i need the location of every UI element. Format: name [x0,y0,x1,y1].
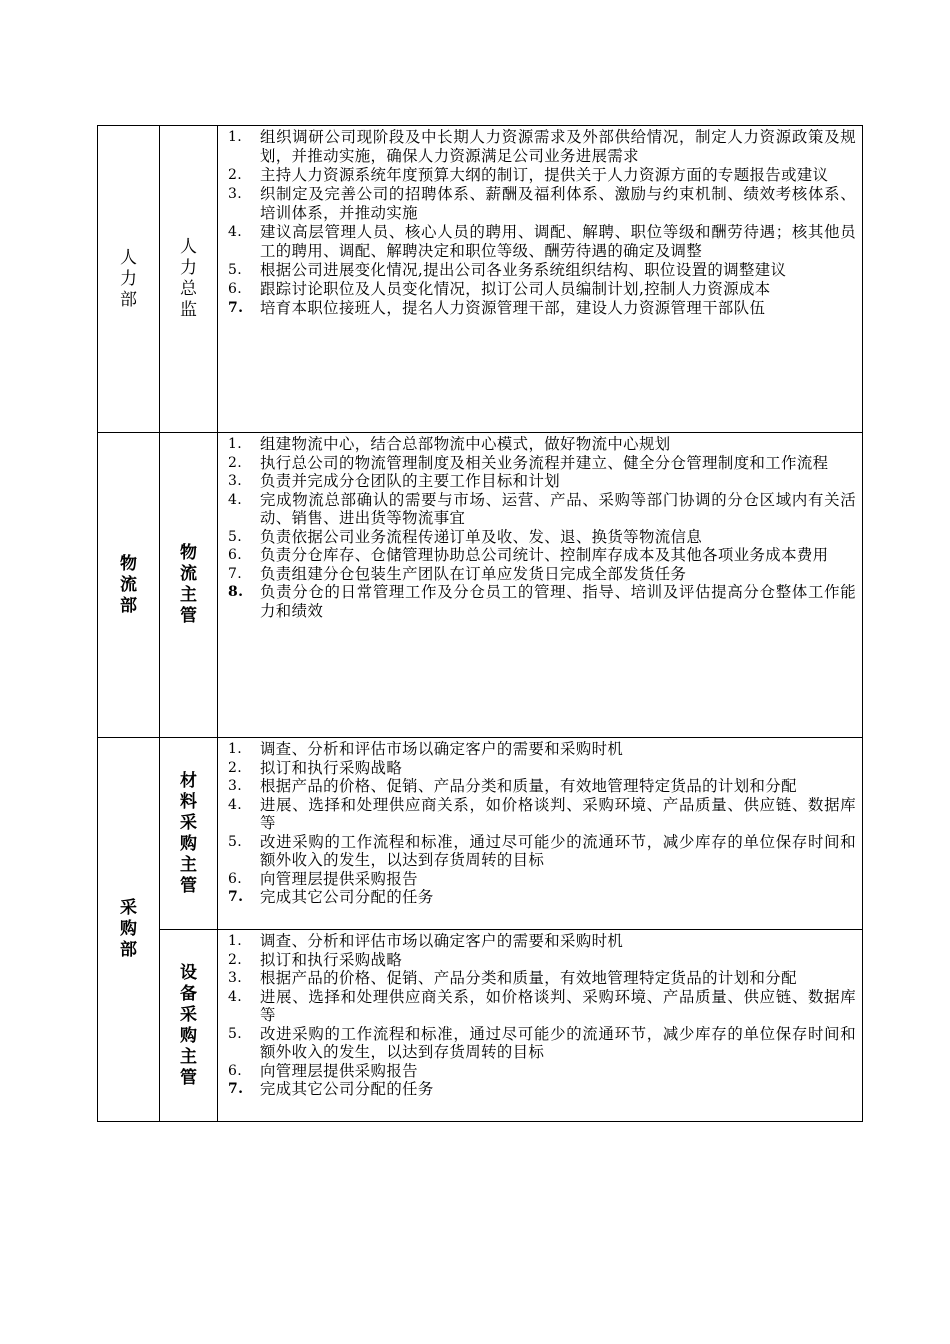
item-number: 6. [228,281,243,297]
item-text: 建议高层管理人员、核心人员的聘用、调配、解聘、职位等级和酬劳待遇；核其他员工的聘用、调配、解聘决定和职位等级、酬劳待遇的确定及调整 [260,223,856,260]
item-text: 进展、选择和处理供应商关系，如价格谈判、采购环境、产品质量、供应链、数据库等 [260,795,856,832]
item-text: 完成其它公司分配的任务 [260,1080,434,1098]
list-item [218,565,856,584]
department-label: 物流部 [120,553,137,616]
list-item [218,223,856,261]
item-text: 调查、分析和评估市场以确定客户的需要和采购时机 [260,740,624,758]
role-label: 设备采购主管 [180,962,197,1088]
list-item [218,299,856,318]
item-text: 拟订和执行采购战略 [260,950,403,969]
item-number: 7. [228,889,244,905]
item-number: 7. [228,300,244,316]
list-item [218,740,856,759]
list-item [218,833,856,870]
item-text: 负责分仓的日常管理工作及分仓员工的管理、指导、培训及评估提高分仓整体工作能力和绩效 [260,583,856,620]
item-number: 8. [228,584,244,600]
item-number: 3. [228,778,243,794]
duties-cell [218,126,863,433]
item-text: 组建物流中心，结合总部物流中心模式，做好物流中心规划 [260,435,671,453]
item-text: 完成其它公司分配的任务 [260,888,434,906]
department-cell [98,433,160,738]
item-number: 1. [228,129,243,145]
list-item [218,777,856,796]
list-item [218,280,856,299]
responsibilities-table [97,125,863,1122]
department-cell [98,126,160,433]
item-text: 培育本职位接班人，提名人力资源管理干部，建设人力资源管理干部队伍 [260,299,766,317]
item-text: 跟踪讨论职位及人员变化情况，拟订公司人员编制计划,控制人力资源成本 [260,280,771,298]
item-number: 6. [228,1062,243,1079]
duties-cell [218,738,863,930]
item-text: 改进采购的工作流程和标准，通过尽可能少的流通环节，减少库存的单位保存时间和额外收入的发生，以达到存货周转的目标 [260,1024,856,1061]
item-number: 4. [228,988,243,1005]
list-item [218,888,856,907]
item-number: 2. [228,951,243,968]
item-number: 5. [228,833,243,850]
duty-list [218,126,862,320]
item-text: 进展、选择和处理供应商关系，如价格谈判、采购环境、产品质量、供应链、数据库等 [260,987,856,1024]
item-text: 根据公司进展变化情况,提出公司各业务系统组织结构、职位设置的调整建议 [260,261,787,279]
table-row [98,930,863,1122]
item-text: 完成物流总部确认的需要与市场、运营、产品、采购等部门协调的分仓区域内有关活动、销售、进出货等物流事宜 [260,490,856,527]
list-item [218,185,856,223]
role-cell [160,930,218,1122]
item-number: 3. [228,186,243,202]
item-text: 负责依据公司业务流程传递订单及收、发、退、换货等物流信息 [260,527,703,546]
item-text: 调查、分析和评估市场以确定客户的需要和采购时机 [260,932,624,950]
list-item [218,128,856,166]
item-text: 向管理层提供采购报告 [260,1061,418,1080]
list-item [218,951,856,970]
item-text: 改进采购的工作流程和标准，通过尽可能少的流通环节，减少库存的单位保存时间和额外收入的发生，以达到存货周转的目标 [260,832,856,869]
list-item [218,1062,856,1081]
list-item [218,166,856,185]
list-item [218,932,856,951]
list-item [218,1025,856,1062]
item-text: 根据产品的价格、促销、产品分类和质量，有效地管理特定货品的计划和分配 [260,777,797,795]
role-label: 人力总监 [180,237,197,320]
item-text: 主持人力资源系统年度预算大纲的制订，提供关于人力资源方面的专题报告或建议 [260,166,829,184]
list-item [218,988,856,1025]
item-number: 5. [228,528,243,545]
list-item [218,583,856,620]
item-number: 7. [228,565,243,582]
item-number: 5. [228,262,243,278]
role-cell [160,126,218,433]
item-text: 负责组建分仓包装生产团队在订单应发货日完成全部发货任务 [260,564,687,583]
list-item [218,796,856,833]
department-label: 采购部 [120,898,137,960]
list-item [218,759,856,778]
duty-list [218,738,862,909]
item-number: 2. [228,167,243,183]
department-cell [98,738,160,1122]
item-number: 4. [228,491,243,508]
item-text: 负责并完成分仓团队的主要工作目标和计划 [260,472,561,490]
list-item [218,969,856,988]
item-number: 3. [228,473,243,489]
list-item [218,261,856,280]
department-label: 人力部 [120,247,137,310]
item-number: 2. [228,759,243,776]
list-item [218,435,856,454]
item-text: 组织调研公司现阶段及中长期人力资源需求及外部供给情况，制定人力资源政策及规划，并推动实施，确保人力资源满足公司业务进展需求 [260,128,856,165]
item-text: 根据产品的价格、促销、产品分类和质量，有效地管理特定货品的计划和分配 [260,969,797,987]
role-cell [160,433,218,738]
table-row [98,433,863,738]
item-text: 向管理层提供采购报告 [260,869,418,888]
table-row [98,738,863,930]
list-item [218,491,856,528]
duty-list [218,433,862,622]
item-text: 织制定及完善公司的招聘体系、薪酬及福利体系、激励与约束机制、绩效考核体系、培训体系，并推动实施 [260,185,856,222]
item-number: 3. [228,970,243,986]
item-number: 4. [228,224,243,240]
item-text: 拟订和执行采购战略 [260,758,403,777]
item-number: 1. [228,741,243,757]
item-text: 负责分仓库存、仓储管理协助总公司统计、控制库存成本及其他各项业务成本费用 [260,546,829,564]
item-number: 2. [228,454,243,471]
role-cell [160,738,218,930]
list-item [218,528,856,547]
duties-cell [218,930,863,1122]
table-row [98,126,863,433]
list-item [218,870,856,889]
item-text: 执行总公司的物流管理制度及相关业务流程并建立、健全分仓管理制度和工作流程 [260,453,829,472]
role-label: 物流主管 [180,543,197,626]
item-number: 5. [228,1025,243,1042]
role-label: 材料采购主管 [180,770,197,896]
item-number: 6. [228,870,243,887]
item-number: 6. [228,547,243,563]
duties-cell [218,433,863,738]
list-item [218,1080,856,1099]
item-number: 4. [228,796,243,813]
list-item [218,454,856,473]
list-item [218,472,856,491]
item-number: 7. [228,1081,244,1097]
duty-list [218,930,862,1101]
item-number: 1. [228,933,243,949]
list-item [218,546,856,565]
item-number: 1. [228,436,243,452]
